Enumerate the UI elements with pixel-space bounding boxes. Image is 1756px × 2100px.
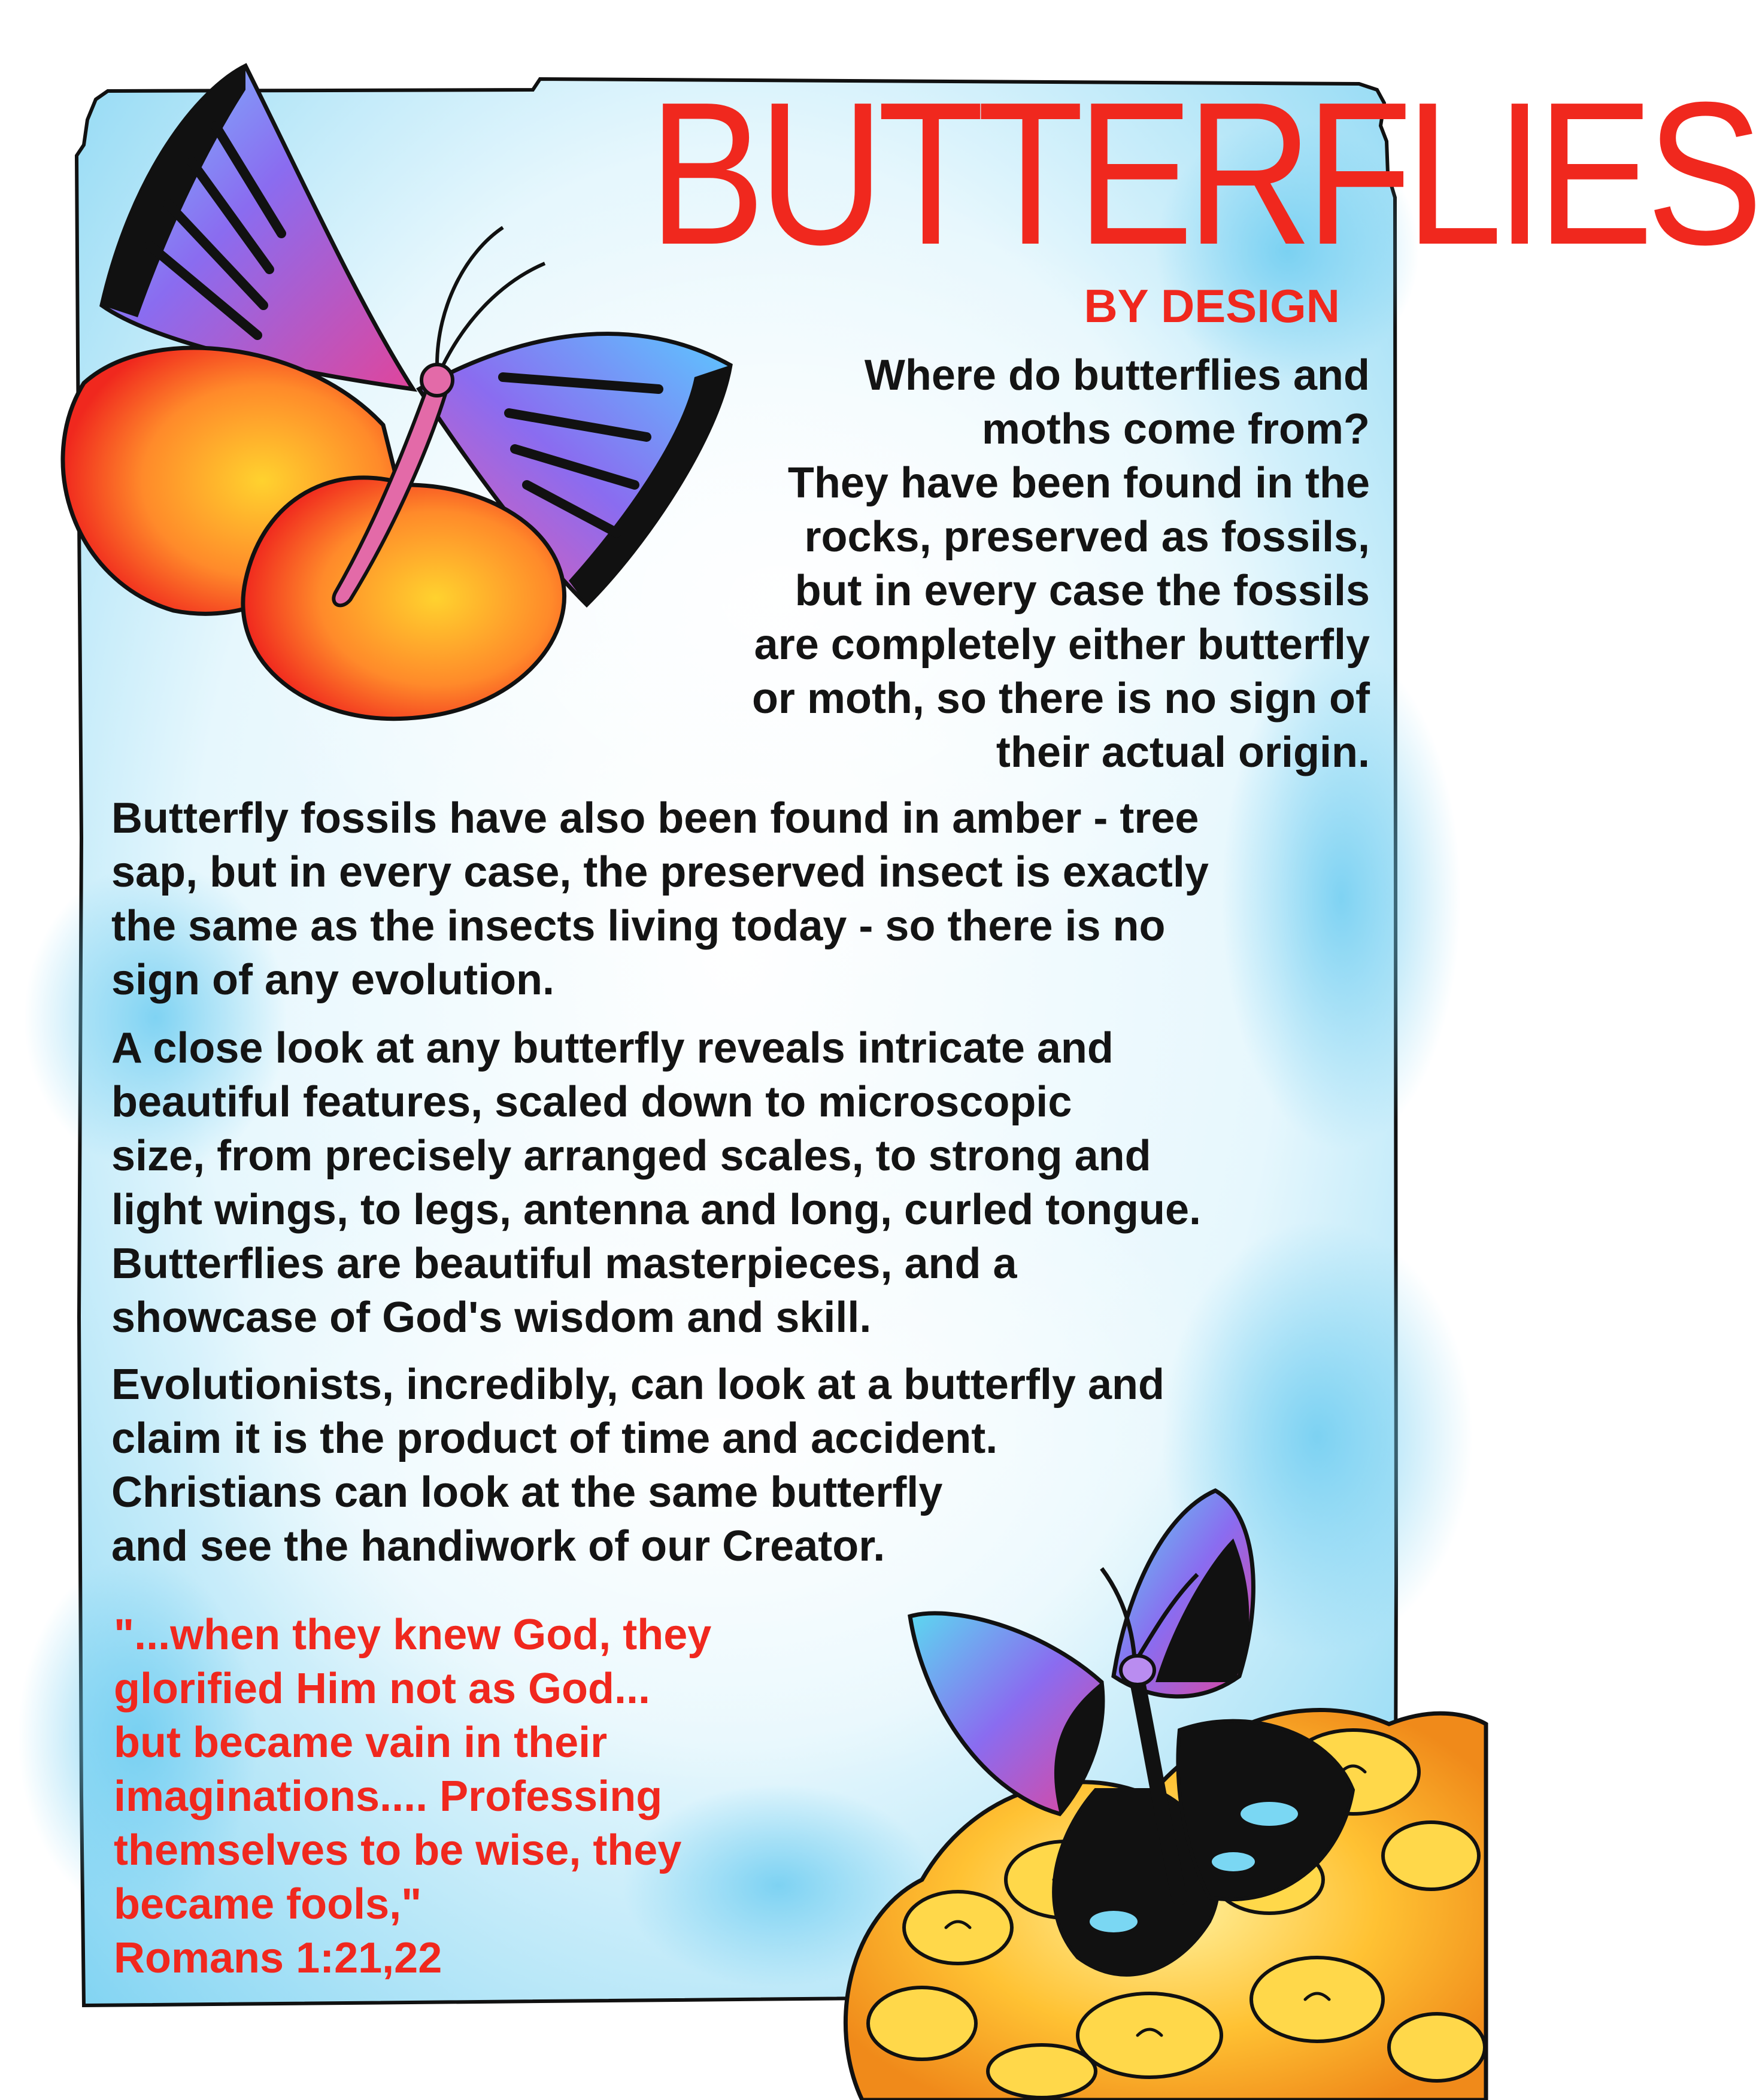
quote-line: themselves to be wise, they	[114, 1826, 682, 1874]
paragraph-line: light wings, to legs, antenna and long, curled tongue.	[111, 1186, 1202, 1234]
intro-line: rocks, preserved as fossils,	[804, 513, 1370, 561]
intro-line: Where do butterflies and	[864, 351, 1370, 399]
quote-line: became fools,"	[114, 1880, 422, 1928]
quote-line: imaginations.... Professing	[114, 1773, 663, 1820]
intro-line: They have been found in the	[787, 459, 1370, 507]
paragraph-line: beautiful features, scaled down to microscopic	[111, 1078, 1072, 1126]
paragraph-line: A close look at any butterfly reveals intricate and	[111, 1024, 1114, 1072]
paragraph-line: Christians can look at the same butterfly	[111, 1468, 943, 1516]
paragraph-line: size, from precisely arranged scales, to strong and	[111, 1132, 1151, 1180]
paragraph-line: the same as the insects living today - so there is no	[111, 902, 1166, 950]
paragraph-line: Butterflies are beautiful masterpieces, and a	[111, 1240, 1017, 1288]
page-title: BUTTERFLIES	[648, 60, 1756, 287]
paragraph-line: claim it is the product of time and accident.	[111, 1415, 998, 1462]
scripture-reference: Romans 1:21,22	[114, 1934, 442, 1982]
intro-line: their actual origin.	[996, 729, 1370, 776]
intro-line: but in every case the fossils	[794, 567, 1370, 615]
paragraph-line: sap, but in every case, the preserved insect is exactly	[111, 848, 1209, 896]
quote-line: but became vain in their	[114, 1719, 608, 1767]
quote-line: "...when they knew God, they	[114, 1611, 712, 1659]
fossil-paragraph	[111, 791, 1369, 1007]
features-paragraph	[111, 1021, 1369, 1345]
scripture-quote	[114, 1608, 711, 1985]
page-subtitle: BY DESIGN	[1084, 280, 1340, 332]
intro-line: moths come from?	[981, 405, 1370, 453]
intro-line: are completely either butterfly	[754, 621, 1370, 669]
paragraph-line: sign of any evolution.	[111, 956, 555, 1004]
intro-paragraph	[592, 348, 1370, 779]
paragraph-line: and see the handiwork of our Creator.	[111, 1522, 885, 1570]
paragraph-line: Evolutionists, incredibly, can look at a butterfly and	[111, 1361, 1164, 1409]
paragraph-line: showcase of God's wisdom and skill.	[111, 1294, 872, 1342]
evolutionists-paragraph	[111, 1358, 1369, 1573]
intro-line: or moth, so there is no sign of	[751, 675, 1370, 723]
paragraph-line: Butterfly fossils have also been found in amber - tree	[111, 794, 1199, 842]
quote-line: glorified Him not as God...	[114, 1665, 651, 1713]
